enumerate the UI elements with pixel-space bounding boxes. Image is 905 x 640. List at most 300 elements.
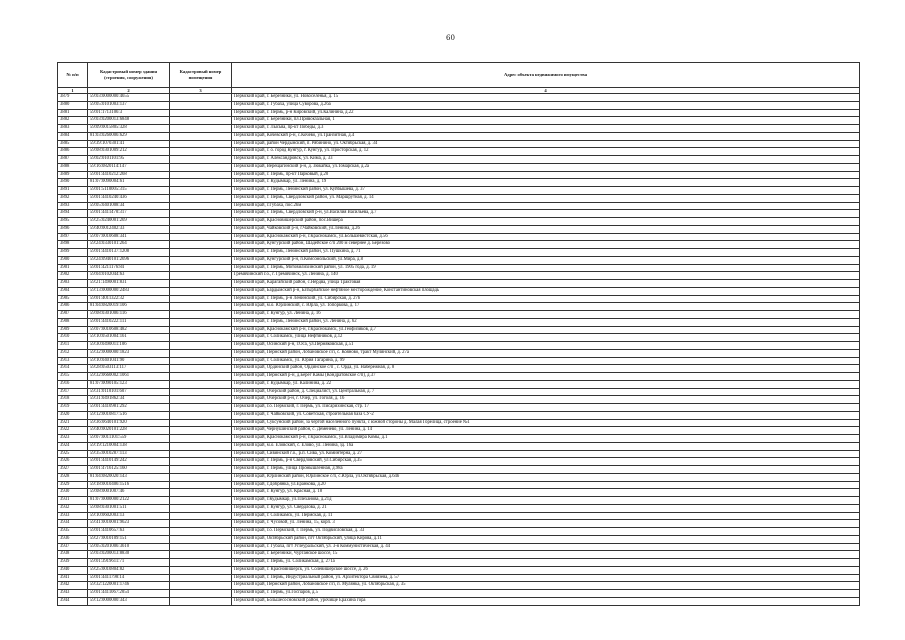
address: Пермский край, м.о. Еловский, с. Елово, ул. Ленина, зд. 16а <box>232 442 860 450</box>
address: Пермский край, г. о. город Кунгур, г. Кунгур, ул. Просторская, д. 12 <box>232 148 860 156</box>
building-cadastral-number: 59:01:4410222:111 <box>88 318 170 326</box>
address: Пермский край, Ординский район, Ординское с/п , с. Орда, ул. Набережная, д. 8 <box>232 365 860 373</box>
room-cadastral-number <box>170 559 232 567</box>
building-cadastral-number: 59:01:4211176:84 <box>88 264 170 272</box>
table-row <box>58 225 860 233</box>
address: Пермский край, м.о. Юрлинский, с. Юрла, ул. Топоркова, д. 17 <box>232 303 860 311</box>
building-cadastral-number: 59:10:0401041:90 <box>88 357 170 365</box>
table-row <box>58 334 860 342</box>
building-cadastral-number: 59:01:4411470:317 <box>88 210 170 218</box>
building-cadastral-number: 59:31:0491862:34 <box>88 396 170 404</box>
building-cadastral-number: 81:07:0090004:61 <box>88 179 170 187</box>
table-row <box>58 210 860 218</box>
building-cadastral-number: 59:16:0820114:147 <box>88 163 170 171</box>
building-cadastral-number: 59:01:4410981:292 <box>88 404 170 412</box>
room-cadastral-number <box>170 187 232 195</box>
room-cadastral-number <box>170 473 232 481</box>
row-number: 3919 <box>58 404 88 412</box>
building-cadastral-number: 59:01:4011322:32 <box>88 295 170 303</box>
address: Пермский край, г. Пермь, ул.Госпаров, д.5 <box>232 590 860 598</box>
room-cadastral-number <box>170 411 232 419</box>
row-number: 3888 <box>58 163 88 171</box>
table-row <box>58 357 860 365</box>
building-cadastral-number: 59:08:0001007:46 <box>88 489 170 497</box>
row-number: 3900 <box>58 256 88 264</box>
address: Пермский край, г. Березники, Чуртанское шоссе, 15 <box>232 551 860 559</box>
address: Пермский край, Сивинский г.о., р.п. Сива, ул. Коминтерна, д. 27 <box>232 450 860 458</box>
address: Пермский край, г. Соликамск, улица Нефтяников, д.12 <box>232 334 860 342</box>
building-cadastral-number: 59:01:4411067:2054 <box>88 590 170 598</box>
address: Пермский край, Карагайский район, с.Нердва, улица Трактовая <box>232 280 860 288</box>
address: Пермский край, г. Пермь, Ленинский район, ул. Ленина, д. 62 <box>232 318 860 326</box>
property-table <box>57 62 860 606</box>
row-number: 3922 <box>58 427 88 435</box>
table-row <box>58 295 860 303</box>
table-row <box>58 303 860 311</box>
room-cadastral-number <box>170 179 232 187</box>
row-number: 3891 <box>58 187 88 195</box>
table-row <box>58 528 860 536</box>
building-cadastral-number: 59:03:0000000:4655 <box>88 94 170 102</box>
building-cadastral-number: 59:31:0110101:607 <box>88 388 170 396</box>
building-cadastral-number: 59:24:0940101:2696 <box>88 256 170 264</box>
table-row <box>58 435 860 443</box>
table-row <box>58 535 860 543</box>
row-number: 3920 <box>58 411 88 419</box>
table-row <box>58 101 860 109</box>
room-cadastral-number <box>170 528 232 536</box>
room-cadastral-number <box>170 225 232 233</box>
room-cadastral-number <box>170 109 232 117</box>
row-number: 3939 <box>58 559 88 567</box>
address: Пермский край, Пермский район, Лобановское с/п, с. Кояново, тракт Мулянский, д. 27а <box>232 349 860 357</box>
room-cadastral-number <box>170 551 232 559</box>
building-cadastral-number: 59:01:4410137:1208 <box>88 249 170 257</box>
table-row <box>58 590 860 598</box>
table-row <box>58 179 860 187</box>
table-row <box>58 566 860 574</box>
building-cadastral-number: 81:03:0260006:629 <box>88 132 170 140</box>
room-cadastral-number <box>170 140 232 148</box>
table-body <box>58 94 860 606</box>
building-cadastral-number: 59:32:0000000:1823 <box>88 349 170 357</box>
building-cadastral-number: 59:08:0301001:511 <box>88 504 170 512</box>
row-number: 3896 <box>58 225 88 233</box>
room-cadastral-number <box>170 101 232 109</box>
address: Пермский край, г. Кунгур, ул. Красная, д. 18 <box>232 489 860 497</box>
building-cadastral-number: 59:13:0000000:2483 <box>88 287 170 295</box>
row-number: 3934 <box>58 520 88 528</box>
row-number: 3880 <box>58 101 88 109</box>
address: Пермский край, Красновишерский район, пос.Вишера <box>232 218 860 226</box>
room-cadastral-number <box>170 419 232 427</box>
building-cadastral-number: 59:01:5110005:315 <box>88 187 170 195</box>
table-row <box>58 264 860 272</box>
room-cadastral-number <box>170 318 232 326</box>
address: Пермский край, г. Кунгур, ул. Ленина, д. 16 <box>232 311 860 319</box>
building-cadastral-number: 59:08:0301006:116 <box>88 311 170 319</box>
room-cadastral-number <box>170 543 232 551</box>
room-cadastral-number <box>170 218 232 226</box>
room-cadastral-number <box>170 404 232 412</box>
header-address: Адрес объекта недвижимого имущества <box>232 63 860 88</box>
room-cadastral-number <box>170 380 232 388</box>
room-cadastral-number <box>170 442 232 450</box>
column-number: 1 <box>58 88 88 94</box>
address: Пермский край, г. Губаха, улица Суворова, д.26а <box>232 101 860 109</box>
room-cadastral-number <box>170 311 232 319</box>
building-cadastral-number: 59:01:4410240:436 <box>88 194 170 202</box>
address: Пермский край, г. Чайковский, ул. Советская, строительная база СУ-2 <box>232 411 860 419</box>
table-row <box>58 202 860 210</box>
header-building-cadastral: Кадастровый номер здания (строения, сооружения) <box>88 63 170 88</box>
address: Пермский край, Краснокамский р-н, г.Краснокамск, ул.Большевистская, д.56 <box>232 233 860 241</box>
address: Пермский край, г. Губаха, пгт Углеуральский, ул. 3-я Коммунистическая, д. 44 <box>232 543 860 551</box>
building-cadastral-number: 59:39:1070301:41 <box>88 140 170 148</box>
row-number: 3886 <box>58 148 88 156</box>
address: Пермский край, Суксунский район, за чертой населенного пункта, с южной стороны д. Малая Горелица, строение №1 <box>232 419 860 427</box>
building-cadastral-number: 59:01:4410657:63 <box>88 528 170 536</box>
table-row <box>58 442 860 450</box>
table-row <box>58 241 860 249</box>
row-number: 3906 <box>58 303 88 311</box>
room-cadastral-number <box>170 264 232 272</box>
building-cadastral-number: 59:08:0301009:212 <box>88 148 170 156</box>
row-number: 3935 <box>58 528 88 536</box>
address: Пермский край, г. Красновишерск, ул. Солевишерское шоссе, д. 26 <box>232 566 860 574</box>
room-cadastral-number <box>170 233 232 241</box>
table-row <box>58 411 860 419</box>
table-row <box>58 458 860 466</box>
table-row <box>58 597 860 605</box>
room-cadastral-number <box>170 396 232 404</box>
row-number: 3918 <box>58 396 88 404</box>
building-cadastral-number: 59:07:0010608:341 <box>88 233 170 241</box>
building-cadastral-number: 59:41:0010001:9623 <box>88 520 170 528</box>
building-cadastral-number: 59:09:0015805:328 <box>88 125 170 133</box>
address: Пермский край, г. Пермь, Свердловский р-н, ул.Василия Васильева, д.7 <box>232 210 860 218</box>
address: Пермский край, г. Лысьва, пр-кт Победы, д.3 <box>232 125 860 133</box>
table-row <box>58 489 860 497</box>
building-cadastral-number: 59:12:0000000:343 <box>88 597 170 605</box>
table-row <box>58 171 860 179</box>
room-cadastral-number <box>170 373 232 381</box>
room-cadastral-number <box>170 512 232 520</box>
table-row <box>58 218 860 226</box>
row-number: 3908 <box>58 318 88 326</box>
address: Пермский край, Чернушинский район, с. Деменёво, ул. Ленина, д. 14 <box>232 427 860 435</box>
building-cadastral-number: 59:30:0490011:106 <box>88 342 170 350</box>
row-number: 3929 <box>58 481 88 489</box>
table-row <box>58 272 860 280</box>
address: Пермский край, г. Чусовой, ул. Ленина, 15, корп. 3 <box>232 520 860 528</box>
address: Пермский край, район Чердынский, п. Рябинино, ул. Октябрьская, д. 34 <box>232 140 860 148</box>
table-row <box>58 94 860 102</box>
row-number: 3930 <box>58 489 88 497</box>
room-cadastral-number <box>170 272 232 280</box>
table-row <box>58 396 860 404</box>
column-number: 2 <box>88 88 170 94</box>
address: Пермский край, Верещагинский р-н, д. Зюкайка, ул.Томарская, д.2а <box>232 163 860 171</box>
table-row <box>58 520 860 528</box>
table-row <box>58 427 860 435</box>
address: Пермский край, Большесосновский район, урочище Ерахина гора <box>232 597 860 605</box>
header-room-cadastral: Кадастровый номер помещения <box>170 63 232 88</box>
address: Пермский край, г.о. Пермский, г. Пермь, ул. Писарихинская, стр. 17 <box>232 404 860 412</box>
table-row <box>58 497 860 505</box>
address: Пермский край, г.Губаха, пос.2бм <box>232 202 860 210</box>
address: Пермский край, г. Пермь, Ленинский район, ул. Пушкина, д. 71 <box>232 249 860 257</box>
address: Пермский край, Бардымский р-н, Батырбайское нефтяное месторождение, Константиновская площадь <box>232 287 860 295</box>
room-cadastral-number <box>170 450 232 458</box>
row-number: 3921 <box>58 419 88 427</box>
row-number: 3902 <box>58 272 88 280</box>
table-row <box>58 388 860 396</box>
building-cadastral-number: 59:10:0602003:13 <box>88 512 170 520</box>
address: Пермский край, г. Березники, ул. Новоселенья, д. 15 <box>232 94 860 102</box>
building-cadastral-number: 59:19:1210004:138 <box>88 442 170 450</box>
table-row <box>58 349 860 357</box>
table-row <box>58 543 860 551</box>
table-row <box>58 311 860 319</box>
row-number: 3927 <box>58 466 88 474</box>
row-number: 3915 <box>58 373 88 381</box>
row-number: 3905 <box>58 295 88 303</box>
room-cadastral-number <box>170 342 232 350</box>
row-number: 3943 <box>58 590 88 598</box>
row-number: 3889 <box>58 171 88 179</box>
room-cadastral-number <box>170 163 232 171</box>
row-number: 3913 <box>58 357 88 365</box>
table-row <box>58 559 860 567</box>
address: Пермский край, г. Пермь, улица Промышленная, д.98а <box>232 466 860 474</box>
room-cadastral-number <box>170 280 232 288</box>
row-number: 3916 <box>58 380 88 388</box>
room-cadastral-number <box>170 535 232 543</box>
room-cadastral-number <box>170 427 232 435</box>
row-number: 3936 <box>58 535 88 543</box>
row-number: 3940 <box>58 566 88 574</box>
table-row <box>58 373 860 381</box>
building-cadastral-number: 59:36:0640101:920 <box>88 419 170 427</box>
row-number: 3890 <box>58 179 88 187</box>
building-cadastral-number: 59:01:4410149:242 <box>88 458 170 466</box>
room-cadastral-number <box>170 574 232 582</box>
building-cadastral-number: 59:10:0501004:161 <box>88 334 170 342</box>
row-number: 3899 <box>58 249 88 257</box>
room-cadastral-number <box>170 256 232 264</box>
room-cadastral-number <box>170 148 232 156</box>
row-number: 3904 <box>58 287 88 295</box>
table-row <box>58 256 860 264</box>
address: Пермский край, г. Березники, пл.Привокзальная, 1 <box>232 117 860 125</box>
table-row <box>58 125 860 133</box>
address: Пермский край, г. Пермь, Индустриальный район, ул. Архитектора Свиязева, д. 57 <box>232 574 860 582</box>
table-row <box>58 117 860 125</box>
row-number: 3926 <box>58 458 88 466</box>
building-cadastral-number: 59:07:0011101:559 <box>88 435 170 443</box>
row-number: 3881 <box>58 109 88 117</box>
row-number: 3942 <box>58 582 88 590</box>
address: Пермский край, Осинский р-н, г.Оса, ул.Пермяковская, д.51 <box>232 342 860 350</box>
table-row <box>58 512 860 520</box>
row-number: 3884 <box>58 132 88 140</box>
table-row <box>58 233 860 241</box>
address: Пермский край, г. Пермь, Свердловский район, ул. Маршрутная, д. 14 <box>232 194 860 202</box>
row-number: 3901 <box>58 264 88 272</box>
room-cadastral-number <box>170 590 232 598</box>
table-row <box>58 551 860 559</box>
building-cadastral-number: 59:01:3919611:71 <box>88 559 170 567</box>
row-number: 3898 <box>58 241 88 249</box>
table-row <box>58 380 860 388</box>
address: Пермский край, Октябрьский район, пгт Октябрьский, улица Кирова, д.11 <box>232 535 860 543</box>
address: Пермский край, Кочевский р-н, с.Кочево, ул.Транзитная, д.4 <box>232 132 860 140</box>
address: Пермский край, г. Пермь, р-н Кировский, ул.Калинина, д.22 <box>232 109 860 117</box>
building-cadastral-number: 59:25:0010804:82 <box>88 566 170 574</box>
building-cadastral-number: 59:32:1220001:1746 <box>88 582 170 590</box>
address: Пермский край, Юрлинский район, Юрлинское с/п, с.Юрла, ул.Октябрьская, д.64б <box>232 473 860 481</box>
room-cadastral-number <box>170 365 232 373</box>
table-row <box>58 504 860 512</box>
building-cadastral-number: 59:01:4411798:14 <box>88 574 170 582</box>
table-row <box>58 419 860 427</box>
room-cadastral-number <box>170 497 232 505</box>
address: Пермский край, г. Кунгур, ул. Свердлова, д. 21 <box>232 504 860 512</box>
table-row <box>58 140 860 148</box>
room-cadastral-number <box>170 295 232 303</box>
room-cadastral-number <box>170 202 232 210</box>
table-row <box>58 109 860 117</box>
row-number: 3887 <box>58 156 88 164</box>
table-row <box>58 148 860 156</box>
row-number: 3938 <box>58 551 88 559</box>
building-cadastral-number: 59:40:0012402:33 <box>88 225 170 233</box>
room-cadastral-number <box>170 194 232 202</box>
row-number: 3933 <box>58 512 88 520</box>
address: Пермский край, г. Пермь, ул. Соликамская, д. 271а <box>232 559 860 567</box>
row-number: 3879 <box>58 94 88 102</box>
room-cadastral-number <box>170 156 232 164</box>
address: Пермский край, Очерский район, д. Специалист, ул. Центральная, д. 7 <box>232 388 860 396</box>
column-number: 3 <box>170 88 232 94</box>
room-cadastral-number <box>170 435 232 443</box>
building-cadastral-number: 81:07:0090105:123 <box>88 380 170 388</box>
table-row <box>58 473 860 481</box>
column-number: 4 <box>232 88 860 94</box>
address: Пермский край, Очерский р-н, г. Очер, ул. Гоголя, д. 16 <box>232 396 860 404</box>
row-number: 3911 <box>58 342 88 350</box>
row-number: 3917 <box>58 388 88 396</box>
building-cadastral-number: 81:04:0820019:106 <box>88 303 170 311</box>
room-cadastral-number <box>170 125 232 133</box>
row-number: 3895 <box>58 218 88 226</box>
room-cadastral-number <box>170 349 232 357</box>
room-cadastral-number <box>170 597 232 605</box>
room-cadastral-number <box>170 481 232 489</box>
address: Пермский край, г. Соликамск, ул. Юрия Гагарина, д. 99 <box>232 357 860 365</box>
room-cadastral-number <box>170 241 232 249</box>
table-row <box>58 163 860 171</box>
address: Пермский край, Пермский район, Лобановское с/п, п. Мулянка, ул. Октябрьская, д. 35 <box>232 582 860 590</box>
row-number: 3894 <box>58 210 88 218</box>
building-cadastral-number: 59:21:1490001:831 <box>88 280 170 288</box>
row-number: 3924 <box>58 442 88 450</box>
building-cadastral-number: 59:07:0010608:482 <box>88 326 170 334</box>
row-number: 3941 <box>58 574 88 582</box>
table-row <box>58 574 860 582</box>
row-number: 3912 <box>58 349 88 357</box>
building-cadastral-number: 81:07:0000000:2122 <box>88 497 170 505</box>
building-cadastral-number: 59:24:0330101:264 <box>88 241 170 249</box>
room-cadastral-number <box>170 326 232 334</box>
address: Пермский край, Чайковский р-н, г.Чайковский, ул.Ленина, д.26 <box>232 225 860 233</box>
table-row <box>58 326 860 334</box>
row-number: 3937 <box>58 543 88 551</box>
building-cadastral-number: 59:05:0401008:34 <box>88 202 170 210</box>
table-row <box>58 280 860 288</box>
room-cadastral-number <box>170 210 232 218</box>
table-row <box>58 194 860 202</box>
row-number: 3928 <box>58 473 88 481</box>
building-cadastral-number: 59:32:0660002:1061 <box>88 373 170 381</box>
building-cadastral-number: 59:35:0010287:113 <box>88 450 170 458</box>
row-number: 3932 <box>58 504 88 512</box>
building-cadastral-number: 59:01:1713106:3 <box>88 109 170 117</box>
address: Гремячинский г.о., г. Гремячинск, ул. Ленина, д. 140 <box>232 272 860 280</box>
row-number: 3903 <box>58 280 88 288</box>
building-cadastral-number: 59:40:0020101:228 <box>88 427 170 435</box>
building-cadastral-number: 59:18:0010406:1516 <box>88 481 170 489</box>
address: Пермский край, г.Кудымкар, ул.Плеханова, д.21д <box>232 497 860 505</box>
building-cadastral-number: 59:02:0101101:95 <box>88 156 170 164</box>
address: Пермский край, Пермский р-н, д.Берег Камы (Кондратовское с/п), д.37 <box>232 373 860 381</box>
room-cadastral-number <box>170 520 232 528</box>
room-cadastral-number <box>170 582 232 590</box>
address: Пермский край, г. Пермь, р-н Свердловский, ул.Сибирская, д.35 <box>232 458 860 466</box>
building-cadastral-number: 59:01:4410212:268 <box>88 171 170 179</box>
building-cadastral-number: 59:03:0200013:8830 <box>88 551 170 559</box>
room-cadastral-number <box>170 357 232 365</box>
room-cadastral-number <box>170 489 232 497</box>
room-cadastral-number <box>170 94 232 102</box>
address: Пермский край, г. Александровск, ул. Кима, д. 33 <box>232 156 860 164</box>
table-row <box>58 404 860 412</box>
table-row <box>58 249 860 257</box>
table-row <box>58 342 860 350</box>
room-cadastral-number <box>170 458 232 466</box>
row-number: 3925 <box>58 450 88 458</box>
address: Пермский край, г. Пермь, Мотовилихинский район, ул. 1905 года, д. 19 <box>232 264 860 272</box>
room-cadastral-number <box>170 171 232 179</box>
building-cadastral-number: 81:04:0820020:143 <box>88 473 170 481</box>
room-cadastral-number <box>170 388 232 396</box>
address: Пермский край, Краснокамский р-н, г.Краснокамск, ул.Владимира Комы, д.1 <box>232 435 860 443</box>
row-number: 3910 <box>58 334 88 342</box>
table-row <box>58 466 860 474</box>
table-row <box>58 132 860 140</box>
row-number: 3909 <box>58 326 88 334</box>
page-number: 60 <box>446 34 455 42</box>
row-number: 3892 <box>58 194 88 202</box>
table-row <box>58 450 860 458</box>
building-cadastral-number: 59:05:0101003:137 <box>88 101 170 109</box>
address: Пермский край, г. Пермь, пр-кт Парковый, д.20 <box>232 171 860 179</box>
building-cadastral-number: 59:03:0200013:6848 <box>88 117 170 125</box>
address: Пермский край, г. Пермь, Ленинский район, ул. Куйбышева, д. 37 <box>232 187 860 195</box>
row-number: 3944 <box>58 597 88 605</box>
address: Пермский край, Краснокамский р-н, г.Краснокамск, ул.Геофизиков, д.7 <box>232 326 860 334</box>
